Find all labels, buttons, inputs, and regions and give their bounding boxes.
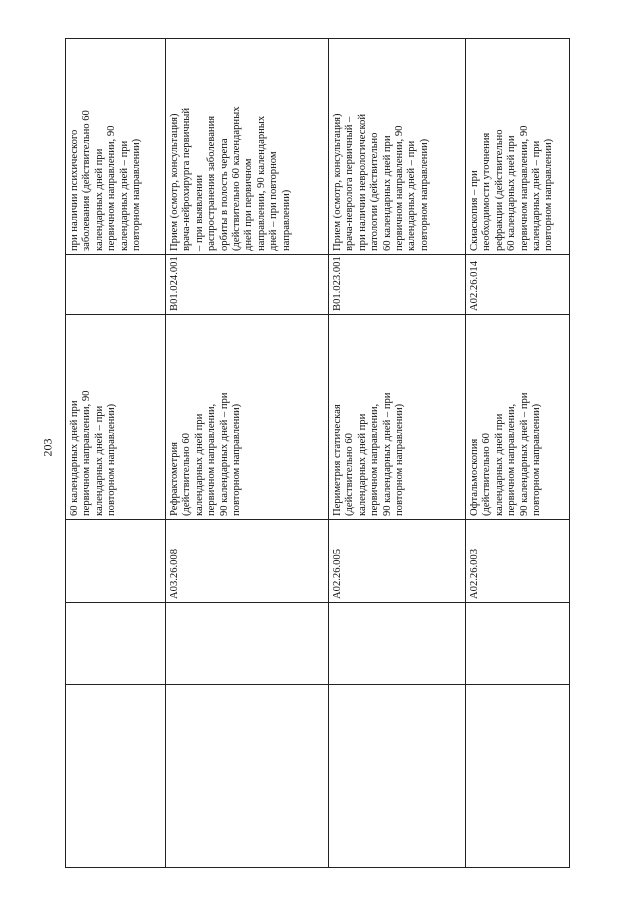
col-divider bbox=[65, 254, 570, 255]
table-border bbox=[65, 38, 66, 868]
col-divider bbox=[65, 684, 570, 685]
col-divider bbox=[65, 314, 570, 315]
col-divider bbox=[65, 519, 570, 520]
rotated-table bbox=[65, 38, 570, 868]
page-number: 203 bbox=[40, 438, 55, 457]
col-divider bbox=[65, 602, 570, 603]
col-divider bbox=[65, 867, 570, 868]
service-name-cell: 60 календарных дней при первичном направлении, 90 календарных дней – при повторном направлении) bbox=[69, 390, 118, 516]
service-name-cell: при наличии психического заболевания (действительно 60 календарных дней при первичном направлении, 90 календарных дней – при повторном направлении) bbox=[69, 110, 143, 251]
service-code-cell: A03.26.008 bbox=[169, 548, 180, 599]
service-name-cell: Периметрия статическая (действительно 60 календарных дней при первичном направлении, 90 календарных дней – при повторном направлении) bbox=[332, 392, 406, 516]
service-name-cell: Скиаскопия – при необходимости уточнения рефракции (действительно 60 календарных дней при первичном направлении, 90 календарных дней – при повторном направлении) bbox=[469, 125, 555, 251]
service-code-cell: A02.26.014 bbox=[469, 260, 480, 311]
service-code-cell: B01.023.001 bbox=[332, 256, 343, 311]
row-divider bbox=[165, 38, 166, 868]
table-border bbox=[569, 38, 570, 868]
table-border bbox=[65, 38, 570, 39]
service-name-cell: Рефрактометрия (действительно 60 календарных дней при первичном направлении, 90 календарных дней – при повторном направлении) bbox=[169, 392, 243, 516]
row-divider bbox=[328, 38, 329, 868]
row-divider bbox=[465, 38, 466, 868]
service-name-cell: Прием (осмотр, консультация) врача-невролога первичный – при наличии неврологической патологии (действительно 60 календарных дней при первичном направлении, 90 календарных дней – при повторном направлении) bbox=[332, 113, 430, 251]
service-name-cell: Прием (осмотр, консультация) врача-нейрохирурга первичный – при выявлении распространения заболевания орбиты в полость черепа (действительно 60 календарных дней при первичном направлении, 90 календарных дней – при повторном направлении) bbox=[169, 106, 292, 251]
service-name-cell: Офтальмоскопия (действительно 60 календарных дней при первичном направлении, 90 календарных дней – при повторном направлении) bbox=[469, 392, 543, 516]
service-code-cell: A02.26.005 bbox=[332, 548, 343, 599]
service-code-cell: B01.024.001 bbox=[169, 256, 180, 311]
service-code-cell: A02.26.003 bbox=[469, 548, 480, 599]
